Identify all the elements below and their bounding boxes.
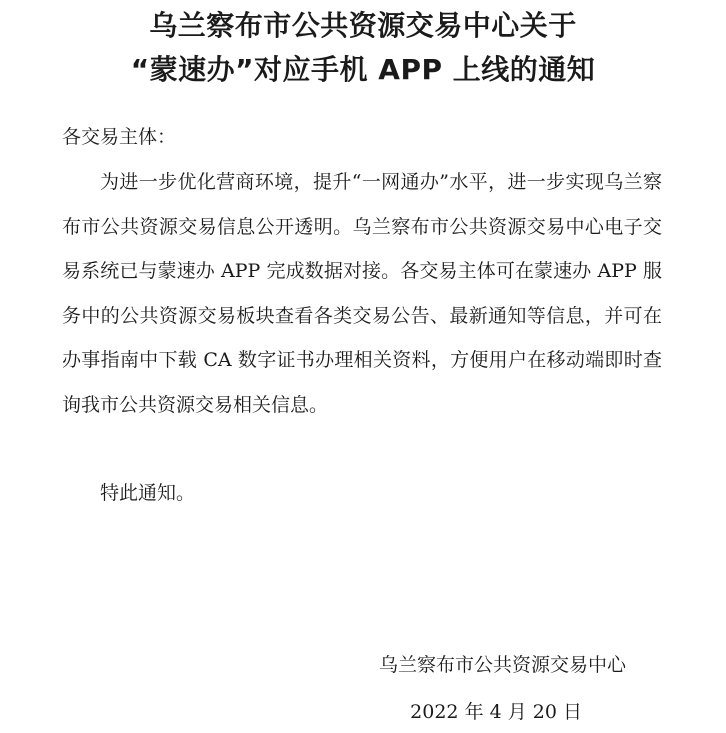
signature-date: 2022 年 4 月 20 日 [410, 701, 582, 723]
notice-title-line-2: “蒙速办”对应手机 APP 上线的通知 [130, 53, 596, 86]
notice-title-line-1: 乌兰察布市公共资源交易中心关于 [149, 9, 577, 42]
notice-body-paragraph: 为进一步优化营商环境，提升“一网通办”水平，进一步实现乌兰察布市公共资源交易信息公开透明。乌兰察布市公共资源交易中心电子交易系统已与蒙速办 APP 完成数据对接。各交易主体可在蒙速办 APP 服务中的公共资源交易板块查看各类交易公告、最新通知等信息，并可在办事指南中下载 CA 数字证书办理相关资料，方便用户在移动端即时查询我市公共资源交易相关信息。 [62, 171, 662, 416]
salutation: 各交易主体： [62, 126, 177, 148]
signature-organization: 乌兰察布市公共资源交易中心 [378, 654, 626, 676]
closing-remark: 特此通知。 [100, 482, 196, 504]
